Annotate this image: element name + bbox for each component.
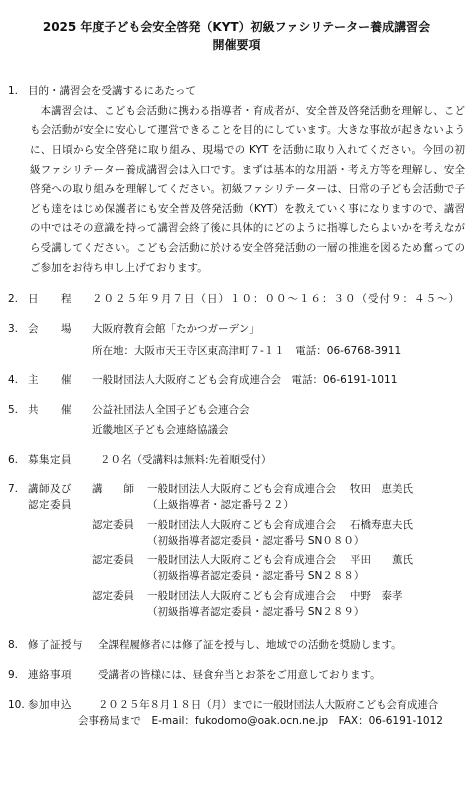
section-purpose bbox=[8, 84, 465, 278]
venue-address: 所在地：大阪市天王寺区東高津町７-１１ 電話：06-6768-3911 bbox=[92, 344, 402, 357]
section-label: 主 催 bbox=[28, 374, 72, 387]
document-title: 2025 年度子ども会安全啓発（KYT）初級ファシリテーター養成講習会 bbox=[42, 20, 431, 34]
mentor-name: 牧田 恵美氏 bbox=[350, 483, 413, 496]
mentor-name: 石橋寿恵夫氏 bbox=[350, 518, 413, 531]
cosponsor-1: 公益社団法人全国子ども会連合会 bbox=[92, 404, 250, 417]
section-number: 9. bbox=[8, 669, 19, 682]
section-cosponsor bbox=[8, 403, 465, 439]
mentor-org: 一般財団法人大阪府こども会育成連合会 bbox=[147, 589, 336, 602]
section-label: 修了証授与 bbox=[28, 639, 83, 652]
section-label: 募集定員 bbox=[28, 453, 72, 466]
mentor-org: 一般財団法人大阪府こども会育成連合会 bbox=[147, 554, 336, 567]
mentor-role: 認定委員 bbox=[92, 518, 134, 531]
cosponsor-2: 近畿地区子ども会連絡協議会 bbox=[92, 423, 229, 436]
section-number: 3. bbox=[8, 322, 19, 335]
mentor-role: 認定委員 bbox=[92, 589, 134, 602]
section-number: 4. bbox=[8, 374, 19, 387]
capacity-value: ２０名（受講料は無料:先着順受付） bbox=[100, 453, 272, 466]
document-subtitle: 開催要項 bbox=[212, 38, 261, 52]
section-number: 7. bbox=[8, 483, 19, 496]
mentor-cert: （上級指導者・認定番号２２） bbox=[147, 499, 294, 512]
application-deadline: ２０２５年８月１８日（月）までに一般財団法人大阪府こども会育成連合 bbox=[98, 698, 438, 711]
section-number: 10. bbox=[8, 698, 25, 711]
section-organizer bbox=[8, 373, 465, 389]
mentor-entry bbox=[92, 518, 465, 550]
section-capacity bbox=[8, 453, 465, 469]
mentor-cert: （初級指導者認定委員・認定番号 SN２８９） bbox=[147, 605, 365, 618]
section-number: 2. bbox=[8, 293, 19, 306]
section-application bbox=[8, 698, 465, 730]
mentor-list bbox=[92, 482, 465, 624]
mentor-cert: （初級指導者認定委員・認定番号 SN２８８） bbox=[147, 570, 365, 583]
section-label: 参加申込 bbox=[28, 698, 72, 711]
section-label: 連絡事項 bbox=[28, 669, 72, 682]
organizer-value: 一般財団法人大阪府こども会育成連合会 電話：06-6191-1011 bbox=[92, 374, 398, 387]
section-number: 1. bbox=[8, 85, 19, 97]
section-instructors bbox=[8, 482, 465, 624]
section-label: 講師及び 認定委員 bbox=[28, 483, 72, 512]
section-certificate bbox=[8, 638, 465, 654]
section-venue bbox=[8, 322, 465, 360]
schedule-value: ２０２５年９月７日（日）１０：００～１６：３０（受付９：４５～） bbox=[92, 293, 460, 306]
mentor-org: 一般財団法人大阪府こども会育成連合会 bbox=[147, 483, 336, 496]
notes-value: 受講者の皆様には、昼食弁当とお茶をご用意しております。 bbox=[98, 669, 381, 682]
venue-name: 大阪府教育会館「たかつガーデン」 bbox=[92, 322, 260, 335]
mentor-entry bbox=[92, 553, 465, 585]
section-schedule bbox=[8, 292, 465, 308]
certificate-value: 全課程履修者には修了証を授与し、地域での活動を奨励します。 bbox=[98, 639, 402, 652]
section-label: 会 場 bbox=[28, 322, 72, 335]
section-notes bbox=[8, 668, 465, 684]
mentor-name: 中野 泰孝 bbox=[350, 589, 403, 602]
purpose-paragraph: 本講習会は、こども会活動に携わる指導者・育成者が、安全普及啓発活動を理解し、こども会活動が安全に安心して運営できることを目的にしています。大きな事故が起きないように、日頃から安全啓発に取り組み、現場での KYT を活動に取り入れてください。今回の初級ファシリテーター養成講習会は入口です。まずは基本的な用語・考え方等を理解し、安全啓発への取り組みを理解してください。初級ファシリテーターは、日常の子ども会活動で子ども達をはじめ保護者にも安全普及啓発活動（KYT）を教えていく事になりますので、講習の中ではその意識を持って講習会終了後に具体的にどのように指導したらよいかを考えながら受講してください。こども会活動に於ける安全啓発活動の一層の推進を図るため奮ってのご参加をお待ち申し上げております。 bbox=[30, 104, 465, 274]
mentor-role: 講 師 bbox=[92, 483, 134, 496]
application-contact: 会事務局まで E-mail：fukodomo@oak.ocn.ne.jp FAX：06-6191-1012 bbox=[78, 714, 443, 727]
mentor-entry bbox=[92, 482, 465, 514]
mentor-name: 平田 薫氏 bbox=[350, 554, 413, 567]
mentor-entry bbox=[92, 589, 465, 621]
mentor-cert: （初級指導者認定委員・認定番号 SN０８０） bbox=[147, 534, 365, 547]
section-label: 日 程 bbox=[28, 293, 72, 306]
section-number: 5. bbox=[8, 404, 19, 417]
mentor-org: 一般財団法人大阪府こども会育成連合会 bbox=[147, 518, 336, 531]
section-number: 6. bbox=[8, 453, 19, 466]
section-label: 共 催 bbox=[28, 404, 72, 417]
section-heading: 目的・講習会を受講するにあたって bbox=[28, 85, 196, 97]
mentor-role: 認定委員 bbox=[92, 554, 134, 567]
section-number: 8. bbox=[8, 639, 19, 652]
